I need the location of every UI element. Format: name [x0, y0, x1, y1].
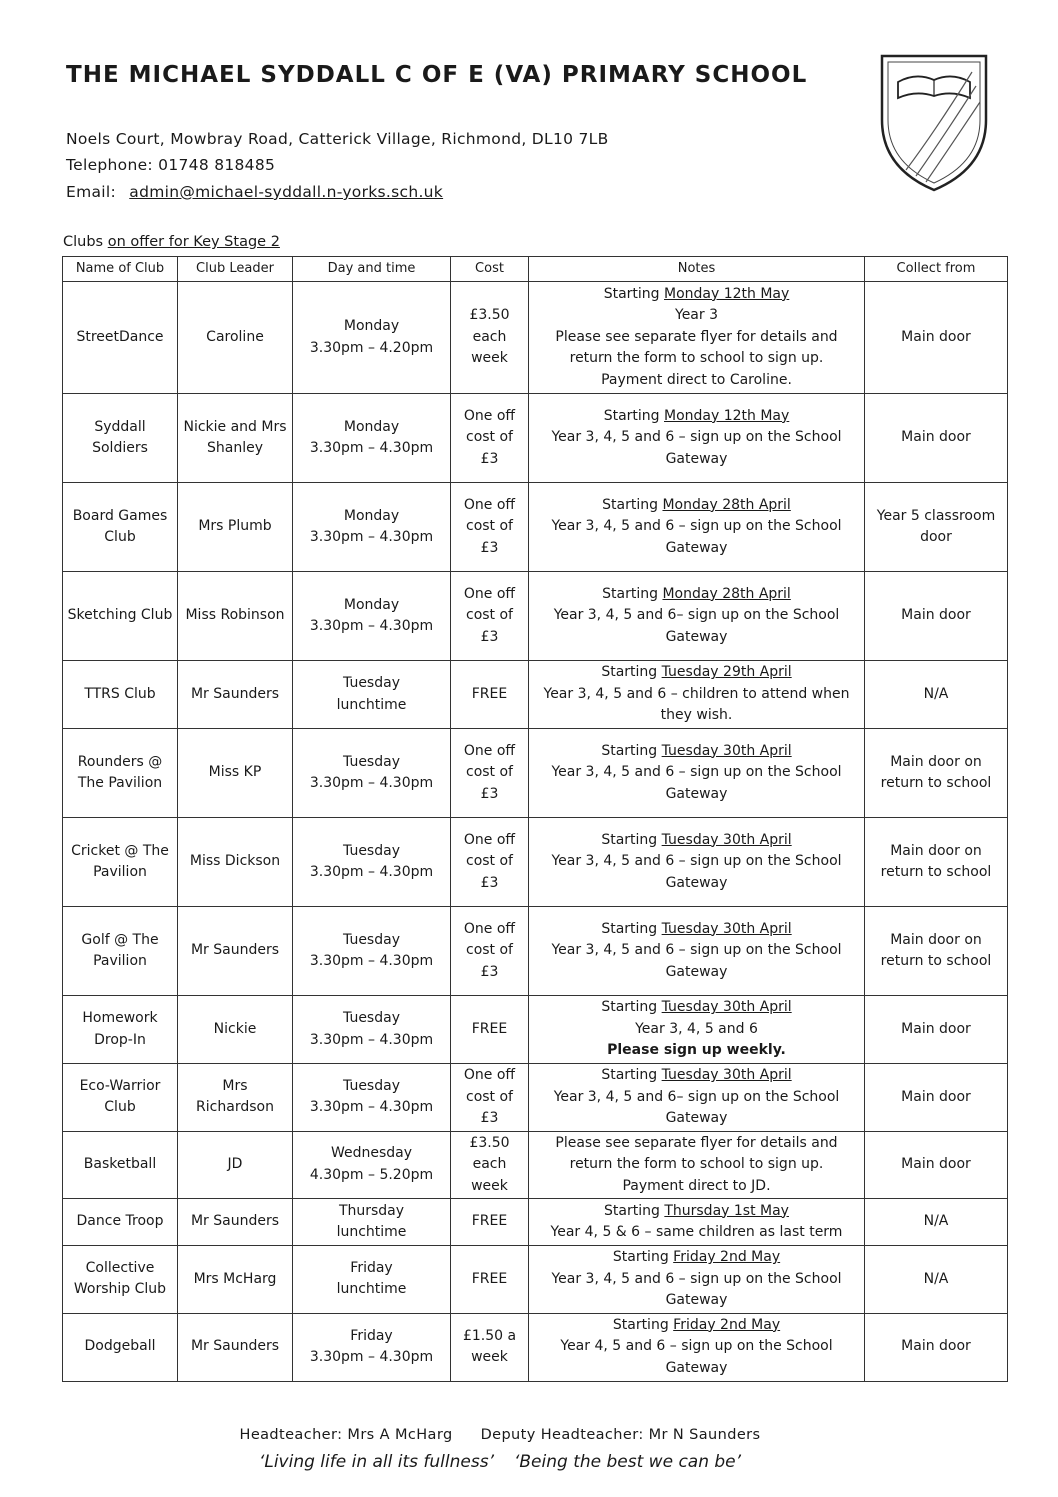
club-cost: £3.50 each week: [451, 1131, 529, 1199]
note-line: Please see separate flyer for details and return the form to school to sign up.: [555, 1134, 838, 1172]
club-time: 3.30pm – 4.30pm: [309, 618, 434, 634]
club-leader: Mrs McHarg: [178, 1246, 293, 1314]
club-leader: Mr Saunders: [178, 1199, 293, 1246]
note-line: Year 3, 4, 5 and 6 – sign up on the School Gateway: [551, 764, 842, 802]
collect-from: Main door: [865, 1131, 1008, 1199]
note-line: Year 4, 5 and 6 – sign up on the School Gateway: [560, 1338, 833, 1376]
club-name: Rounders @ The Pavilion: [63, 729, 178, 818]
col-header-club: Name of Club: [63, 257, 178, 282]
start-line: [533, 1247, 860, 1269]
club-leader: Miss KP: [178, 729, 293, 818]
headteacher: Headteacher: Mrs A McHarg: [239, 1427, 453, 1443]
start-prefix: Starting: [612, 1249, 669, 1265]
collect-from: Main door: [865, 1313, 1008, 1381]
club-time: lunchtime: [336, 1224, 407, 1240]
email-label: Email:: [66, 183, 117, 201]
club-day-time: [293, 1199, 451, 1246]
club-notes: [529, 729, 865, 818]
start-date: Tuesday 29th April: [661, 664, 792, 681]
club-day: Monday: [343, 318, 400, 334]
footer-staff: [0, 1427, 1000, 1443]
club-cost: One off cost of £3: [451, 483, 529, 572]
start-prefix: Starting: [601, 920, 658, 937]
col-header-day: Day and time: [293, 257, 451, 282]
club-time: 3.30pm – 4.30pm: [309, 864, 434, 880]
club-cost: £3.50 each week: [451, 282, 529, 394]
club-name: Syddall Soldiers: [63, 394, 178, 483]
note-line-bold: Please sign up weekly.: [607, 1042, 786, 1059]
club-time: 3.30pm – 4.30pm: [309, 529, 434, 545]
table-row: [63, 394, 1008, 483]
table-row: [63, 996, 1008, 1064]
school-crest-icon: [876, 50, 992, 196]
club-leader: Mr Saunders: [178, 907, 293, 996]
start-date: Tuesday 30th April: [661, 1067, 792, 1083]
club-day: Tuesday: [343, 1010, 400, 1026]
club-notes: [529, 1246, 865, 1314]
club-leader: Mr Saunders: [178, 661, 293, 729]
club-day: Tuesday: [343, 931, 400, 948]
start-date: Thursday 1st May: [664, 1202, 789, 1219]
club-day-time: [293, 572, 451, 661]
club-day-time: [293, 394, 451, 483]
collect-from: N/A: [865, 661, 1008, 729]
table-caption: [63, 234, 280, 250]
start-prefix: Starting: [603, 285, 660, 302]
club-cost: One off cost of £3: [451, 729, 529, 818]
school-email-line: [66, 183, 443, 201]
start-line: [533, 584, 860, 606]
note-line: Payment direct to Caroline.: [601, 371, 792, 388]
start-prefix: Starting: [602, 496, 659, 513]
club-notes: [529, 661, 865, 729]
club-leader: Nickie and Mrs Shanley: [178, 394, 293, 483]
clubs-table: [62, 256, 1008, 1382]
start-prefix: Starting: [604, 1202, 660, 1219]
start-line: [533, 495, 860, 517]
note-line: Year 3, 4, 5 and 6 – sign up on the School Gateway: [551, 429, 842, 467]
collect-from: N/A: [865, 1246, 1008, 1314]
start-line: [533, 1065, 860, 1087]
club-day-time: [293, 661, 451, 729]
club-name: Dance Troop: [63, 1199, 178, 1246]
table-row: [63, 572, 1008, 661]
club-leader: Miss Dickson: [178, 818, 293, 907]
table-row: [63, 483, 1008, 572]
club-day: Monday: [343, 418, 400, 435]
club-notes: [529, 572, 865, 661]
start-prefix: Starting: [601, 831, 658, 848]
club-day-time: [293, 1064, 451, 1132]
club-cost: FREE: [451, 996, 529, 1064]
club-time: 3.30pm – 4.30pm: [309, 1099, 434, 1116]
club-cost: FREE: [451, 661, 529, 729]
club-name: TTRS Club: [63, 661, 178, 729]
club-time: 3.30pm – 4.30pm: [309, 775, 434, 791]
start-date: Monday 28th April: [662, 585, 791, 602]
club-day-time: [293, 282, 451, 394]
club-cost: One off cost of £3: [451, 394, 529, 483]
start-date: Monday 12th May: [664, 407, 790, 424]
table-row: [63, 1313, 1008, 1381]
club-time: lunchtime: [336, 696, 407, 713]
collect-from: Main door: [865, 282, 1008, 394]
start-prefix: Starting: [603, 407, 660, 424]
club-cost: One off cost of £3: [451, 907, 529, 996]
club-leader: JD: [178, 1131, 293, 1199]
club-notes: [529, 1064, 865, 1132]
collect-from: Main door on return to school: [865, 907, 1008, 996]
club-notes: [529, 996, 865, 1064]
club-day-time: [293, 818, 451, 907]
school-telephone: Telephone: 01748 818485: [66, 156, 276, 174]
note-line: Payment direct to JD.: [622, 1177, 771, 1194]
club-day-time: [293, 1313, 451, 1381]
club-day: Tuesday: [343, 675, 400, 691]
club-name: Sketching Club: [63, 572, 178, 661]
club-notes: [529, 483, 865, 572]
start-line: [533, 406, 860, 428]
note-line: Year 3, 4, 5 and 6 – children to attend when they wish.: [543, 685, 850, 724]
club-notes: [529, 907, 865, 996]
note-line: Year 3, 4, 5 and 6 – sign up on the School Gateway: [551, 853, 842, 891]
email-link[interactable]: admin@michael-syddall.n-yorks.sch.uk: [129, 183, 444, 201]
school-title: THE MICHAEL SYDDALL C OF E (VA) PRIMARY SCHOOL: [66, 62, 808, 88]
collect-from: Year 5 classroom door: [865, 483, 1008, 572]
start-line: [533, 997, 860, 1019]
club-notes: [529, 1313, 865, 1381]
note-line: Year 3, 4, 5 and 6: [635, 1020, 758, 1037]
note-line: Year 3, 4, 5 and 6 – sign up on the School Gateway: [551, 518, 842, 556]
club-leader: Mrs Plumb: [178, 483, 293, 572]
table-row: [63, 818, 1008, 907]
start-date: Tuesday 30th April: [661, 831, 792, 848]
club-name: Cricket @ The Pavilion: [63, 818, 178, 907]
club-notes: [529, 818, 865, 907]
table-row: [63, 1064, 1008, 1132]
club-day: Wednesday: [330, 1145, 413, 1162]
table-row: [63, 729, 1008, 818]
club-name: Eco-Warrior Club: [63, 1064, 178, 1132]
table-row: [63, 661, 1008, 729]
club-name: Dodgeball: [63, 1313, 178, 1381]
table-row: [63, 907, 1008, 996]
start-prefix: Starting: [602, 585, 659, 602]
collect-from: Main door on return to school: [865, 729, 1008, 818]
col-header-leader: Club Leader: [178, 257, 293, 282]
club-cost: FREE: [451, 1246, 529, 1314]
note-line: Year 3, 4, 5 and 6– sign up on the School Gateway: [553, 607, 840, 645]
club-cost: FREE: [451, 1199, 529, 1246]
club-notes: [529, 1199, 865, 1246]
motto-2: ‘Being the best we can be’: [513, 1452, 742, 1472]
start-prefix: Starting: [612, 1316, 669, 1333]
club-day: Monday: [343, 507, 400, 524]
club-cost: One off cost of £3: [451, 572, 529, 661]
club-name: Collective Worship Club: [63, 1246, 178, 1314]
club-cost: One off cost of £3: [451, 818, 529, 907]
col-header-collect: Collect from: [865, 257, 1008, 282]
club-leader: Mrs Richardson: [178, 1064, 293, 1132]
col-header-cost: Cost: [451, 257, 529, 282]
club-time: 3.30pm – 4.30pm: [309, 1349, 434, 1365]
club-time: 3.30pm – 4.30pm: [309, 953, 434, 969]
club-day-time: [293, 1131, 451, 1199]
club-day: Tuesday: [343, 753, 400, 770]
start-line: [533, 741, 860, 763]
note-line: Year 3: [675, 307, 718, 324]
club-notes: [529, 1131, 865, 1199]
club-day-time: [293, 729, 451, 818]
club-leader: Mr Saunders: [178, 1313, 293, 1381]
club-notes: [529, 394, 865, 483]
club-name: Golf @ The Pavilion: [63, 907, 178, 996]
start-line: [533, 919, 860, 941]
club-day-time: [293, 907, 451, 996]
start-prefix: Starting: [601, 742, 658, 759]
club-leader: Miss Robinson: [178, 572, 293, 661]
club-time: 4.30pm – 5.20pm: [309, 1166, 434, 1183]
note-line: Year 3, 4, 5 and 6 – sign up on the School Gateway: [551, 942, 842, 980]
club-day: Thursday: [338, 1202, 405, 1219]
start-prefix: Starting: [601, 1067, 658, 1083]
note-line: Year 3, 4, 5 and 6– sign up on the School Gateway: [553, 1088, 840, 1126]
motto-1: ‘Living life in all its fullness’: [258, 1452, 494, 1472]
table-row: [63, 282, 1008, 394]
footer-motto: [0, 1452, 1000, 1472]
club-cost: £1.50 a week: [451, 1313, 529, 1381]
table-header-row: [63, 257, 1008, 282]
note-line: Year 4, 5 & 6 – same children as last term: [550, 1224, 843, 1240]
caption-rest: on offer for Key Stage 2: [107, 234, 280, 250]
collect-from: Main door on return to school: [865, 818, 1008, 907]
club-day: Tuesday: [343, 1077, 400, 1094]
club-time: lunchtime: [336, 1281, 407, 1298]
club-day-time: [293, 996, 451, 1064]
start-line: [533, 1201, 860, 1223]
club-name: Homework Drop-In: [63, 996, 178, 1064]
club-name: Basketball: [63, 1131, 178, 1199]
start-date: Friday 2nd May: [673, 1249, 781, 1265]
club-day: Monday: [343, 596, 400, 613]
club-time: 3.30pm – 4.30pm: [309, 1031, 434, 1048]
caption-prefix: Clubs: [63, 234, 104, 250]
note-line: Please see separate flyer for details and return the form to school to sign up.: [555, 328, 838, 367]
collect-from: Main door: [865, 1064, 1008, 1132]
start-line: [533, 284, 860, 306]
collect-from: N/A: [865, 1199, 1008, 1246]
start-date: Tuesday 30th April: [661, 742, 792, 759]
start-line: [533, 830, 860, 852]
start-date: Tuesday 30th April: [661, 999, 792, 1016]
start-line: [533, 1315, 860, 1337]
collect-from: Main door: [865, 572, 1008, 661]
start-date: Tuesday 30th April: [661, 920, 792, 937]
table-row: [63, 1199, 1008, 1246]
club-day: Friday: [350, 1327, 393, 1344]
club-day: Friday: [350, 1259, 393, 1276]
club-time: 3.30pm – 4.30pm: [309, 440, 434, 456]
collect-from: Main door: [865, 394, 1008, 483]
start-date: Friday 2nd May: [673, 1316, 781, 1333]
club-name: StreetDance: [63, 282, 178, 394]
club-leader: Caroline: [178, 282, 293, 394]
collect-from: Main door: [865, 996, 1008, 1064]
school-address: Noels Court, Mowbray Road, Catterick Village, Richmond, DL10 7LB: [66, 130, 609, 148]
start-line: [533, 662, 860, 684]
col-header-notes: Notes: [529, 257, 865, 282]
club-leader: Nickie: [178, 996, 293, 1064]
start-date: Monday 12th May: [664, 285, 790, 302]
club-day: Tuesday: [343, 842, 400, 859]
table-row: [63, 1131, 1008, 1199]
club-notes: [529, 282, 865, 394]
club-day-time: [293, 1246, 451, 1314]
club-day-time: [293, 483, 451, 572]
deputy-headteacher: Deputy Headteacher: Mr N Saunders: [480, 1427, 761, 1443]
note-line: Year 3, 4, 5 and 6 – sign up on the School Gateway: [551, 1270, 842, 1308]
start-date: Monday 28th April: [662, 496, 791, 513]
club-name: Board Games Club: [63, 483, 178, 572]
club-cost: One off cost of £3: [451, 1064, 529, 1132]
table-row: [63, 1246, 1008, 1314]
start-prefix: Starting: [601, 999, 658, 1016]
club-time: 3.30pm – 4.20pm: [309, 339, 434, 356]
start-prefix: Starting: [601, 664, 658, 681]
